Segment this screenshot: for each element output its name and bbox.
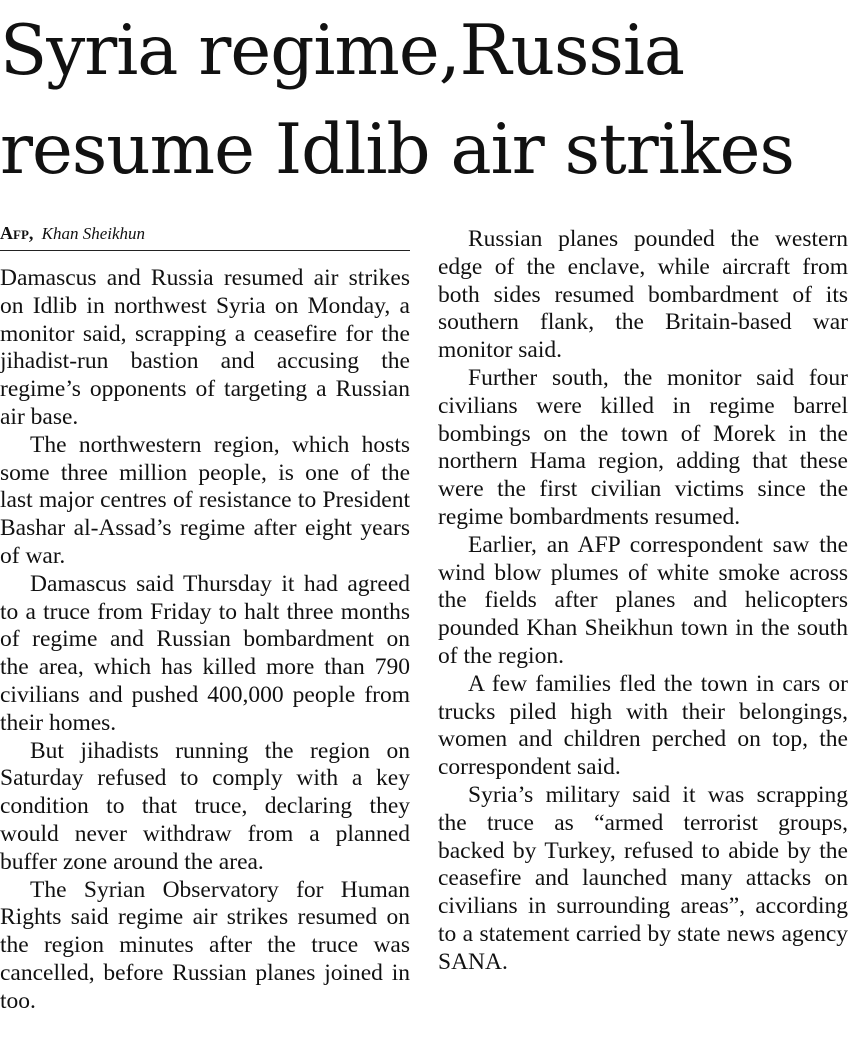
- article-paragraph: Further south, the monitor said four civilians were killed in regime barrel bombings on the town of Morek in the northern Hama region, adding that these were the first civilian victims since the regime bombardments resumed.: [438, 364, 848, 530]
- article-paragraph: Damascus and Russia resumed air strikes on Idlib in northwest Syria on Monday, a monitor said, scrapping a ceasefire for the jihadist-run bastion and accusing the regime’s opponents of targeting a Russian air base.: [0, 265, 410, 430]
- article-paragraph: Damascus said Thursday it had agreed to a truce from Friday to halt three months of regime and Russian bombardment on the area, which has killed more than 790 civilians and pushed 400,000 people from their homes.: [0, 570, 410, 736]
- byline: [0, 220, 410, 251]
- headline-line-1: Syria regime,Russia: [0, 11, 685, 91]
- headline: [0, 2, 848, 200]
- article-paragraph: A few families fled the town in cars or trucks piled high with their belongings, women and children perched on top, the correspondent said.: [438, 670, 848, 781]
- article-paragraph: Earlier, an AFP correspondent saw the wind blow plumes of white smoke across the fields after planes and helicopters pounded Khan Sheikhun town in the south of the region.: [438, 531, 848, 669]
- article-paragraph: The Syrian Observatory for Human Rights said regime air strikes resumed on the region minutes after the truce was cancelled, before Russian planes joined in too.: [0, 876, 410, 1014]
- byline-place: Khan Sheikhun: [41, 224, 146, 243]
- article-column-right: [438, 226, 848, 977]
- article-paragraph: Syria’s military said it was scrapping the truce as “armed terrorist groups, backed by Turkey, refused to abide by the ceasefire and launched many attacks on civilians in surrounding areas”, according to a statement carried by state news agency SANA.: [438, 781, 848, 975]
- article-column-left: [0, 265, 410, 1016]
- byline-agency: Afp,: [0, 223, 34, 243]
- headline-line-2: resume Idlib air strikes: [0, 110, 794, 190]
- article-paragraph: But jihadists running the region on Saturday refused to comply with a key condition to that truce, declaring they would never withdraw from a planned buffer zone around the area.: [0, 737, 410, 875]
- article-paragraph: Russian planes pounded the western edge of the enclave, while aircraft from both sides resumed bombardment of its southern flank, the Britain-based war monitor said.: [438, 226, 848, 364]
- article-paragraph: The northwestern region, which hosts some three million people, is one of the last major centres of resistance to President Bashar al-Assad’s regime after eight years of war.: [0, 431, 410, 569]
